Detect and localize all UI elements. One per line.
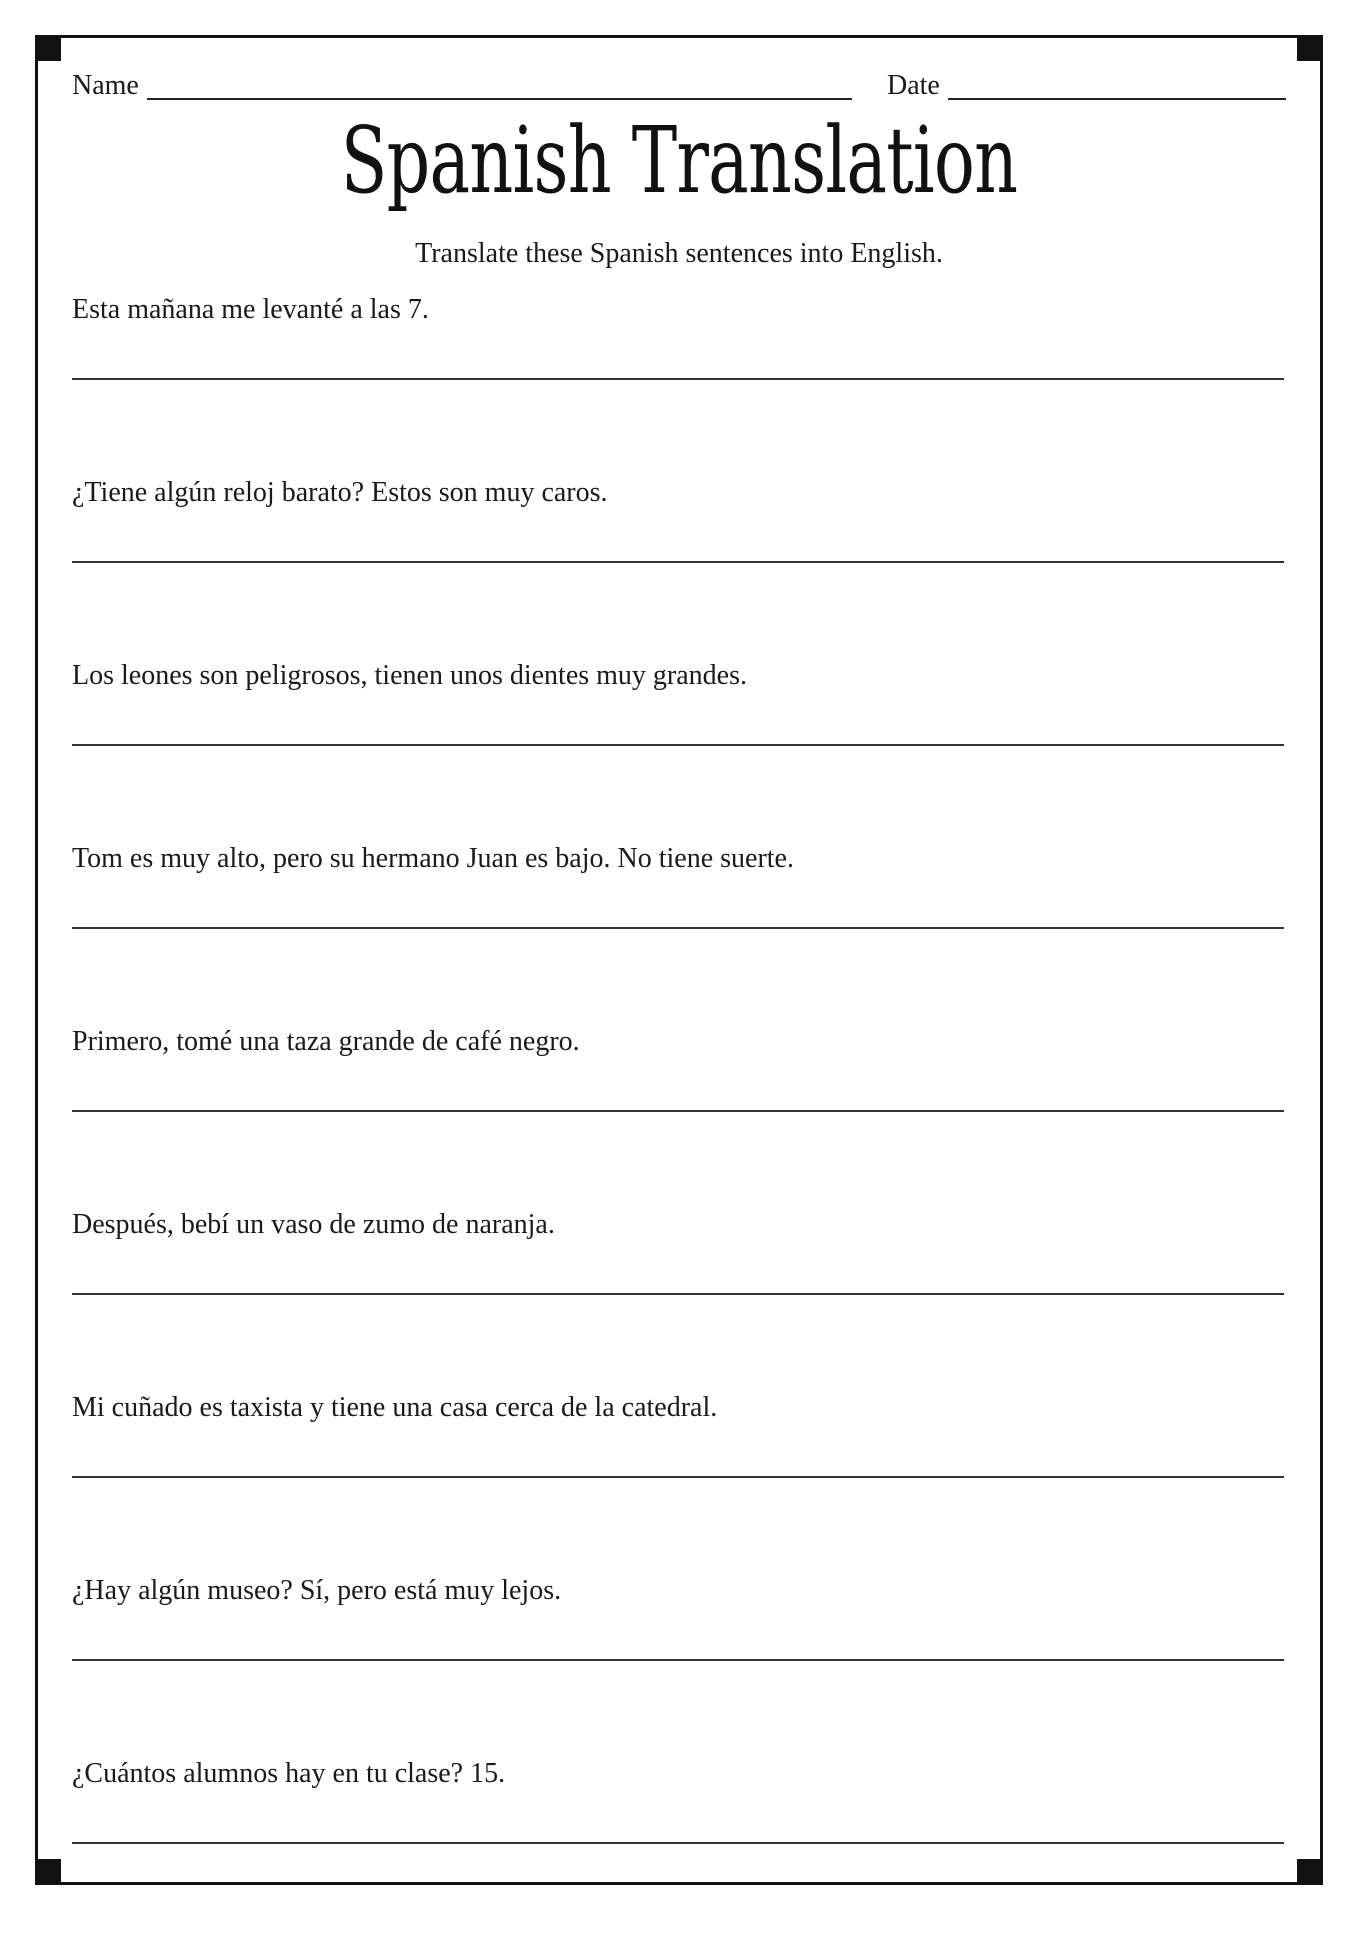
answer-line[interactable] bbox=[72, 378, 1284, 380]
question-item bbox=[72, 1205, 1284, 1388]
name-input-line[interactable] bbox=[147, 68, 852, 100]
question-item bbox=[72, 473, 1284, 656]
question-item bbox=[72, 1022, 1284, 1205]
question-text: ¿Cuántos alumnos hay en tu clase? 15. bbox=[72, 1758, 506, 1789]
corner-ornament-top-left bbox=[35, 35, 61, 61]
question-list bbox=[72, 290, 1284, 1937]
answer-line[interactable] bbox=[72, 744, 1284, 746]
question-item bbox=[72, 656, 1284, 839]
answer-line[interactable] bbox=[72, 927, 1284, 929]
question-text: Los leones son peligrosos, tienen unos dientes muy grandes. bbox=[72, 660, 748, 691]
question-item bbox=[72, 1571, 1284, 1754]
answer-line[interactable] bbox=[72, 1842, 1284, 1844]
answer-line[interactable] bbox=[72, 1476, 1284, 1478]
name-field bbox=[72, 62, 852, 100]
question-text: Después, bebí un vaso de zumo de naranja. bbox=[72, 1209, 555, 1240]
date-field bbox=[887, 62, 1286, 100]
answer-line[interactable] bbox=[72, 1659, 1284, 1661]
corner-ornament-bottom-left bbox=[35, 1859, 61, 1885]
name-label: Name bbox=[72, 70, 139, 101]
instructions: Translate these Spanish sentences into English. bbox=[415, 238, 943, 269]
corner-ornament-top-right bbox=[1297, 35, 1323, 61]
question-text: ¿Tiene algún reloj barato? Estos son muy caros. bbox=[72, 477, 608, 508]
date-label: Date bbox=[887, 70, 940, 101]
question-text: Esta mañana me levanté a las 7. bbox=[72, 294, 429, 325]
question-text: Mi cuñado es taxista y tiene una casa cerca de la catedral. bbox=[72, 1392, 718, 1423]
question-text: ¿Hay algún museo? Sí, pero está muy lejos. bbox=[72, 1575, 562, 1606]
question-item bbox=[72, 290, 1284, 473]
answer-line[interactable] bbox=[72, 1293, 1284, 1295]
answer-line[interactable] bbox=[72, 561, 1284, 563]
date-input-line[interactable] bbox=[948, 68, 1286, 100]
header-row bbox=[72, 62, 1286, 102]
question-text: Primero, tomé una taza grande de café negro. bbox=[72, 1026, 580, 1057]
question-text: Tom es muy alto, pero su hermano Juan es bajo. No tiene suerte. bbox=[72, 843, 794, 874]
question-item bbox=[72, 839, 1284, 1022]
corner-ornament-bottom-right bbox=[1297, 1859, 1323, 1885]
question-item bbox=[72, 1754, 1284, 1937]
question-item bbox=[72, 1388, 1284, 1571]
page-title: Spanish Translation bbox=[340, 107, 1018, 214]
answer-line[interactable] bbox=[72, 1110, 1284, 1112]
